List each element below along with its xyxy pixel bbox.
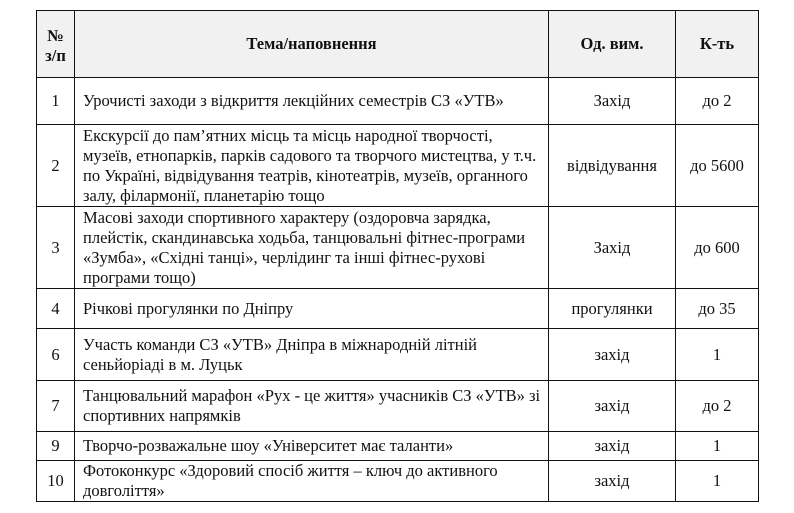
row-topic: Фотоконкурс «Здоровий спосіб життя – ключ до активного довголіття» — [75, 461, 549, 502]
row-unit: захід — [549, 329, 676, 381]
header-number-line1: № — [47, 26, 64, 45]
row-number: 7 — [37, 381, 75, 432]
row-quantity: до 2 — [676, 78, 759, 125]
table-row — [37, 381, 759, 432]
row-unit: Захід — [549, 78, 676, 125]
row-number: 3 — [37, 207, 75, 289]
row-quantity: 1 — [676, 432, 759, 461]
row-unit: захід — [549, 461, 676, 502]
row-unit: відвідування — [549, 125, 676, 207]
table-row — [37, 329, 759, 381]
header-number — [37, 11, 75, 78]
row-number: 2 — [37, 125, 75, 207]
table-row — [37, 207, 759, 289]
header-quantity: К-ть — [676, 11, 759, 78]
table-row — [37, 432, 759, 461]
row-topic: Річкові прогулянки по Дніпру — [75, 289, 549, 329]
row-unit: захід — [549, 432, 676, 461]
table-row — [37, 78, 759, 125]
table-row — [37, 125, 759, 207]
row-quantity: 1 — [676, 329, 759, 381]
table-row — [37, 461, 759, 502]
row-quantity: 1 — [676, 461, 759, 502]
row-number: 9 — [37, 432, 75, 461]
row-topic: Урочисті заходи з відкриття лекційних семестрів СЗ «УТВ» — [75, 78, 549, 125]
row-quantity: до 35 — [676, 289, 759, 329]
events-table — [36, 10, 759, 502]
row-topic: Творчо-розважальне шоу «Університет має таланти» — [75, 432, 549, 461]
table-header-row — [37, 11, 759, 78]
header-number-line2: з/п — [45, 46, 66, 65]
row-topic: Участь команди СЗ «УТВ» Дніпра в міжнародній літній сеньйоріаді в м. Луцьк — [75, 329, 549, 381]
header-topic: Тема/наповнення — [75, 11, 549, 78]
row-quantity: до 2 — [676, 381, 759, 432]
row-unit: прогулянки — [549, 289, 676, 329]
row-topic: Танцювальний марафон «Рух - це життя» учасників СЗ «УТВ» зі спортивних напрямків — [75, 381, 549, 432]
row-number: 10 — [37, 461, 75, 502]
header-unit: Од. вим. — [549, 11, 676, 78]
row-quantity: до 600 — [676, 207, 759, 289]
row-unit: Захід — [549, 207, 676, 289]
row-number: 6 — [37, 329, 75, 381]
row-number: 4 — [37, 289, 75, 329]
row-topic: Масові заходи спортивного характеру (оздоровча зарядка, плейстік, скандинавська ходьба, танцювальні фітнес-програми «Зумба», «Східні танці», черлідинг та інші фітнес-рухові програми тощо) — [75, 207, 549, 289]
table-row — [37, 289, 759, 329]
row-quantity: до 5600 — [676, 125, 759, 207]
row-unit: захід — [549, 381, 676, 432]
row-topic: Екскурсії до пам’ятних місць та місць народної творчості, музеїв, етнопарків, парків садового та творчого мистецтва, у т.ч. по Україні, відвідування театрів, кінотеатрів, музеїв, органного залу, філармонії, планетарію тощо — [75, 125, 549, 207]
row-number: 1 — [37, 78, 75, 125]
